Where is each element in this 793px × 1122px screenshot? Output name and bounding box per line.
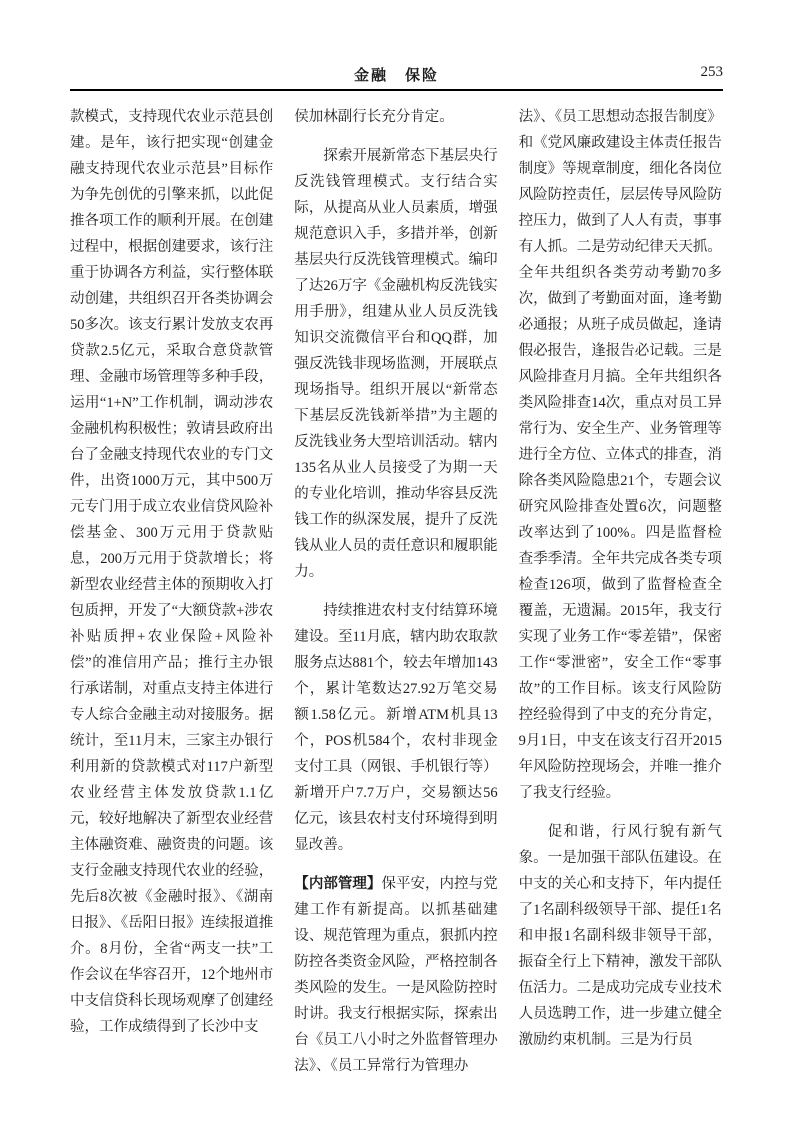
paragraph: 侯加林副行长充分肯定。 xyxy=(294,108,454,125)
paragraph: 款模式，支持现代农业示范县创建。是年，该行把实现“创建金融支持现代农业示范县”目标作为争先创优的引擎来抓，以此促推各项工作的顺利开展。在创建过程中，根据创建要求，该行注重于协调各方利益，实行整体联动创建，共组织召开各类协调会50多次。该支行累计发放支农再贷款2.5亿元，采取合意贷款管理、金融市场管理等多种手段，运用“1+N”工作机制，调动涉农金融机构积极性；敦请县政府出台了金融支持现代农业的专门文件，出资1000万元，其中500万元专门用于成立农业信贷风险补偿基金、300万元用于贷款贴息，200万元用于贷款增长；将新型农业经营主体的预期收入打包质押，开发了“大额贷款+涉农补贴质押+农业保险+风险补偿”的准信用产品；推行主办银行承诺制，对重点支持主体进行专人综合金融主动对接服务。据统计，至11月末，三家主办银行利用新的贷款模式对117户新型农业经营主体发放贷款1.1亿元，较好地解决了新型农业经营主体融资难、融资贵的问题。该支行金融支持现代农业的经验，先后8次被《金融时报》、《湖南日报》、《岳阳日报》连续报道推介。8月份，全省“两支一扶”工作会议在华容召开，12个地州市中支信贷科长现场观摩了创建经验，工作成绩得到了长沙中支 xyxy=(70,108,274,1035)
section-title: 金融 保险 xyxy=(353,68,440,84)
paragraph: 持续推进农村支付结算环境建设。至11月底，辖内助农取款服务点达881个，较去年增加143个，累计笔数达27.92万笔交易额1.58亿元。新增ATM机具13个，POS机584个，农村非现金支付工具（网银、手机银行等）新增开户7.7万户，交易额达56亿元，该县农村支付环境得到明显改善。 xyxy=(294,602,498,853)
page-header xyxy=(70,62,723,86)
column-3 xyxy=(519,104,722,1092)
paragraph xyxy=(294,871,497,1079)
paragraph: 促和谐，行风行貌有新气象。一是加强干部队伍建设。在中支的关心和支持下，年内提任了1名副科级领导干部、提任1名和申报1名副科级非领导干部，振奋全行上下精神，激发干部队伍活力。二是成功完成专业技术人员选聘工作，进一步建立健全激励约束机制。三是为行员 xyxy=(518,823,722,1048)
page-number: 253 xyxy=(700,64,723,80)
entry-label: 【内部管理】 xyxy=(294,875,382,892)
article-body xyxy=(70,104,723,1092)
header-divider xyxy=(70,89,723,91)
paragraph: 探索开展新常态下基层央行反洗钱管理模式。支行结合实际，从提高从业人员素质，增强规范意识入手，多措并举，创新基层央行反洗钱管理模式。编印了达26万字《金融机构反洗钱实用手册》，组建从业人员反洗钱知识交流微信平台和QQ群，加强反洗钱非现场监测，开展联点现场指导。组织开展以“新常态下基层反洗钱新举措”为主题的反洗钱业务大型培训活动。辖内135名从业人员接受了为期一天的专业化培训，推动华容县反洗钱工作的纵深发展，提升了反洗钱从业人员的责任意识和履职能力。 xyxy=(294,147,498,580)
paragraph: 法》、《员工思想动态报告制度》和《党风廉政建设主体责任报告制度》等规章制度，细化各岗位风险防控责任，层层传导风险防控压力，做到了人人有责，事事有人抓。二是劳动纪律天天抓。全年共组织各类劳动考勤70多次，做到了考勤面对面，逢考勤必通报；从班子成员做起，逢请假必报告，逢报告必记载。三是风险排查月月搞。全年共组织各类风险排查14次，重点对员工异常行为、安全生产、业务管理等进行全方位、立体式的排查，消除各类风险隐患21个，专题会议研究风险排查处置6次，问题整改率达到了100%。四是监督检查季季清。全年共完成各类专项检查126项，做到了监督检查全覆盖，无遗漏。2015年，我支行实现了业务工作“零差错”，保密工作“零泄密”，安全工作“零事故”的工作目标。该支行风险防控经验得到了中支的充分肯定，9月1日，中支在该支行召开2015年风险防控现场会，并唯一推介了我支行经验。 xyxy=(518,108,722,801)
paragraph-text: 保平安，内控与党建工作有新提高。以抓基础建设、规范管理为重点，狠抓内控防控各类资金风险，严格控制各类风险的发生。一是风险防控时时讲。我支行根据实际，探索出台《员工八小时之外监督管理办法》、《员工异常行为管理办 xyxy=(294,875,498,1074)
column-1 xyxy=(70,104,273,1092)
column-2 xyxy=(294,104,497,1092)
